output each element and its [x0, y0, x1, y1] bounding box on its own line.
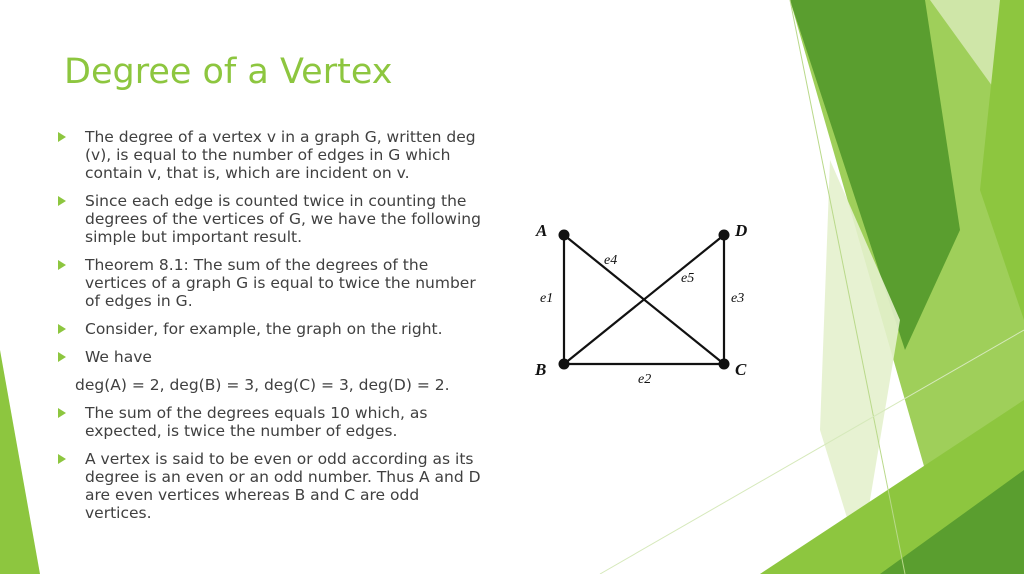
bullet-text: Theorem 8.1: The sum of the degrees of the vertices of a graph G is equal to twice the number of edges in G. [85, 256, 476, 310]
bullet-item [58, 348, 488, 366]
bullet-text: We have [85, 348, 152, 366]
arrow-bullet-icon [58, 132, 66, 142]
vertex-b-dot [559, 359, 570, 370]
bullet-text: The sum of the degrees equals 10 which, as expected, is twice the number of edges. [85, 404, 428, 440]
bullet-item [58, 128, 488, 182]
arrow-bullet-icon [58, 324, 66, 334]
bullet-text: Consider, for example, the graph on the right. [85, 320, 443, 338]
bullet-text: A vertex is said to be even or odd according as its degree is an even or an odd number. Thus A and D are even vertices whereas B and C are odd vertices. [85, 450, 481, 522]
bullet-item [58, 256, 488, 310]
edge-label-e3: e3 [731, 291, 745, 306]
vertex-label-d: D [735, 221, 748, 240]
bullet-item [58, 320, 488, 338]
vertex-d-dot [719, 230, 730, 241]
graph-diagram [528, 212, 778, 392]
bullet-item [58, 192, 488, 246]
vertex-label-c: C [735, 360, 747, 379]
vertex-a-dot [559, 230, 570, 241]
edge-label-e5: e5 [681, 271, 695, 286]
degree-values-text: deg(A) = 2, deg(B) = 3, deg(C) = 3, deg(D) = 2. [75, 376, 450, 394]
edge-label-e2: e2 [638, 372, 652, 387]
bullet-item [58, 404, 488, 440]
arrow-bullet-icon [58, 352, 66, 362]
vertex-label-a: A [536, 221, 548, 240]
edge-label-e1: e1 [540, 291, 554, 306]
arrow-bullet-icon [58, 454, 66, 464]
slide-title: Degree of a Vertex [64, 52, 393, 92]
arrow-bullet-icon [58, 408, 66, 418]
bullet-text: The degree of a vertex v in a graph G, written deg (v), is equal to the number of edges in G which contain v, that is, which are incident on v. [85, 128, 476, 182]
edge-label-e4: e4 [604, 253, 618, 268]
vertex-label-b: B [535, 360, 547, 379]
bullet-item [58, 450, 488, 522]
vertex-c-dot [719, 359, 730, 370]
deco-left-sliver [0, 350, 40, 574]
arrow-bullet-icon [58, 196, 66, 206]
bullet-list [58, 128, 488, 522]
bullet-text: Since each edge is counted twice in counting the degrees of the vertices of G, we have the following simple but important result. [85, 192, 481, 246]
degree-values-line [58, 376, 488, 394]
arrow-bullet-icon [58, 260, 66, 270]
